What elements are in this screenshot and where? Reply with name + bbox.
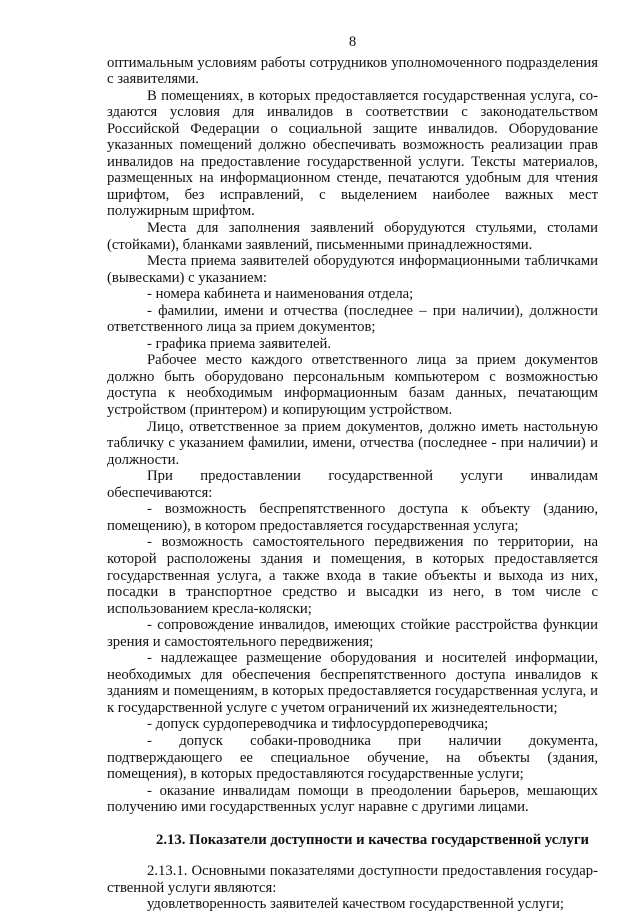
body-text [107, 55, 598, 913]
list-item: - надлежащее размещение оборудования и носителей информации, необходимых для обеспечения беспрепятственного доступа инвалидов к зданиям и помещениям, в которых предоставляется государственная услуга, и к государственной услуге с учетом ограничений их жизнедеятельности; [107, 650, 598, 716]
list-item: - возможность беспрепятственного доступа к объекту (зданию, помещению), в котором предоставляется государственная услуга; [107, 501, 598, 534]
list-item: - фамилии, имени и отчества (последнее – при наличии), должности ответственного лица за прием документов; [107, 302, 598, 336]
paragraph: 2.13.1. Основными показателями доступности предоставления государственной услуги являются: [107, 863, 598, 896]
list-item: - оказание инвалидам помощи в преодолении барьеров, мешающих получению ими государственных услуг наравне с другими лицами. [107, 782, 598, 816]
paragraph: Места для заполнения заявлений оборудуются стульями, столами (стойками), бланками заявлений, письменными принадлежностями. [107, 220, 598, 253]
list-item: - графика приема заявителей. [147, 335, 332, 352]
page-number: 8 [348, 34, 357, 50]
paragraph: оптимальным условиям работы сотрудников уполномоченного подразделения с заявителями. [107, 54, 598, 88]
paragraph: В помещениях, в которых предоставляется государственная услуга, создаются условия для инвалидов в соответствии с законодательством Российской Федерации о социальной защите инвалидов. Оборудование указанных помещений должно обеспечивать возможность реализации прав инвалидов на предоставление государственной услуги. Тексты материалов, размещенных на информационном стенде, печатаются удобным для чтения шрифтом, без исправлений, с выделением наиболее важных мест полужирным шрифтом. [107, 87, 598, 220]
list-item: - возможность самостоятельного передвижения по территории, на которой расположены здания и помещения, в которых предоставляется государственная услуга, а также входа в такие объекты и выхода из них, посадки в транспортное средство и высадки из него, в том числе с использованием кресла-коляски; [107, 534, 598, 617]
list-item: - допуск сурдопереводчика и тифлосурдопереводчика; [147, 716, 489, 733]
section-heading: 2.13. Показатели доступности и качества государственной услуги [155, 831, 589, 848]
paragraph: Лицо, ответственное за прием документов, должно иметь настольную табличку с указанием фамилии, имени, отчества (последнее - при наличии) и должности. [107, 418, 598, 468]
paragraph: удовлетворенность заявителей качеством государственной услуги; [147, 896, 564, 913]
paragraph: Рабочее место каждого ответственного лица за прием документов должно быть оборудовано персональным компьютером с возможностью доступа к необходимым информационным базам данных, печатающим устройством (принтером) и копирующим устройством. [107, 352, 598, 419]
list-item: - допуск собаки-проводника при наличии документа, подтверждающего ее специальное обучение, на объекты (здания, помещения), в которых предоставляются государственные услуги; [107, 732, 598, 783]
list-item: - сопровождение инвалидов, имеющих стойкие расстройства функции зрения и самостоятельного передвижения; [107, 617, 598, 650]
paragraph: При предоставлении государственной услуги инвалидам обеспечиваются: [107, 468, 598, 501]
paragraph: Места приема заявителей оборудуются информационными табличками (вывесками) с указанием: [107, 253, 598, 286]
list-item: - номера кабинета и наименования отдела; [147, 286, 414, 303]
